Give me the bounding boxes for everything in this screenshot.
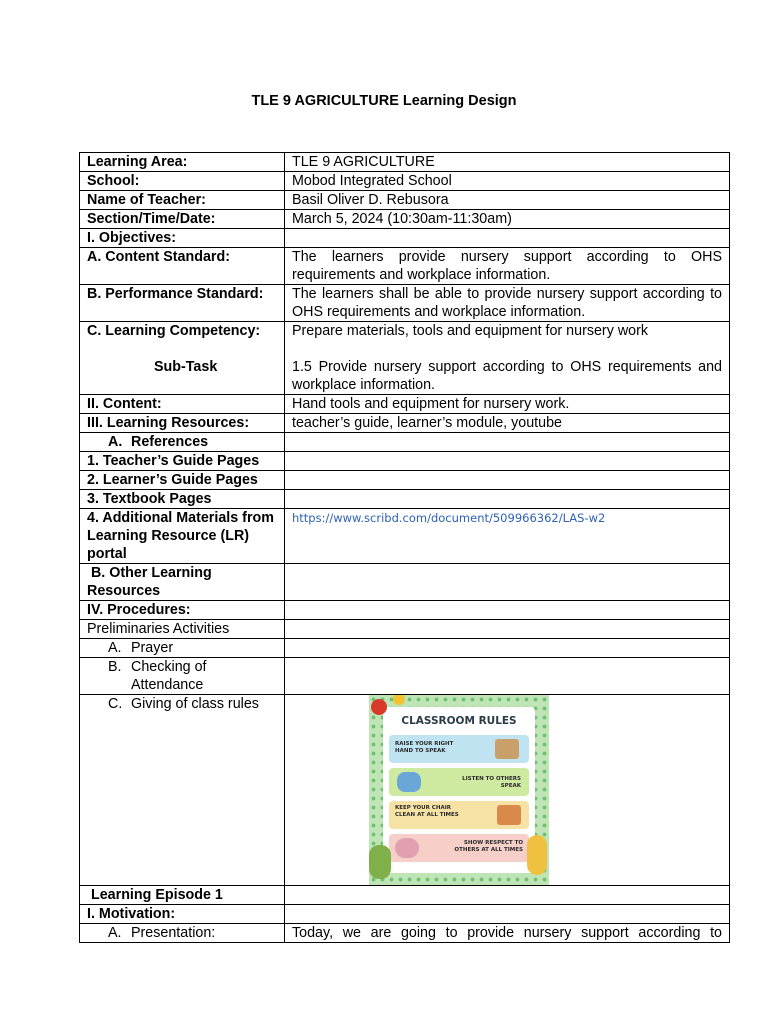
table-row bbox=[80, 210, 730, 229]
table-row bbox=[80, 658, 730, 695]
row-label: Name of Teacher: bbox=[80, 191, 285, 210]
row-value bbox=[285, 886, 730, 905]
row-label bbox=[80, 433, 285, 452]
class-rules-label: Giving of class rules bbox=[131, 696, 259, 712]
rule-band bbox=[389, 735, 529, 763]
row-value bbox=[285, 620, 730, 639]
row-letter: B. bbox=[108, 659, 122, 675]
table-row bbox=[80, 886, 730, 905]
row-value: teacher’s guide, learner’s module, youtube bbox=[285, 414, 730, 433]
table-row bbox=[80, 153, 730, 172]
rule-text: RAISE YOUR RIGHT HAND TO SPEAK bbox=[395, 741, 454, 754]
row-label: 2. Learner’s Guide Pages bbox=[80, 471, 285, 490]
chair-cleaning-icon bbox=[497, 805, 521, 825]
row-label: I. Motivation: bbox=[80, 905, 285, 924]
table-row bbox=[80, 601, 730, 620]
row-label: II. Content: bbox=[80, 395, 285, 414]
row-label: Preliminaries Activities bbox=[80, 620, 285, 639]
row-value: Hand tools and equipment for nursery work. bbox=[285, 395, 730, 414]
table-row bbox=[80, 433, 730, 452]
references-label: References bbox=[131, 434, 209, 450]
rule-band bbox=[389, 801, 529, 829]
row-label: III. Learning Resources: bbox=[80, 414, 285, 433]
row-label bbox=[80, 658, 285, 695]
row-letter: A. bbox=[108, 640, 122, 656]
row-value bbox=[285, 490, 730, 509]
rule-band bbox=[389, 834, 529, 862]
row-value: The learners provide nursery support according to OHS requirements and workplace information. bbox=[285, 248, 730, 285]
learning-design-table bbox=[79, 152, 730, 943]
presentation-label: Presentation: bbox=[131, 925, 216, 941]
row-value: TLE 9 AGRICULTURE bbox=[285, 153, 730, 172]
row-label: I. Objectives: bbox=[80, 229, 285, 248]
child-figure-icon bbox=[527, 835, 547, 875]
row-label: B. Performance Standard: bbox=[80, 285, 285, 322]
prayer-label: Prayer bbox=[131, 640, 174, 656]
row-value bbox=[285, 452, 730, 471]
row-label: 4. Additional Materials from Learning Resource (LR) portal bbox=[80, 509, 285, 564]
row-value: Today, we are going to provide nursery support according to bbox=[285, 924, 730, 943]
table-row bbox=[80, 229, 730, 248]
row-value: The learners shall be able to provide nursery support according to OHS requirements and workplace information. bbox=[285, 285, 730, 322]
row-letter: A. bbox=[108, 925, 122, 941]
row-label: Section/Time/Date: bbox=[80, 210, 285, 229]
lr-portal-link[interactable]: https://www.scribd.com/document/509966362/LAS-w2 bbox=[292, 511, 606, 525]
subtask-value: 1.5 Provide nursery support according to OHS requirements and workplace information. bbox=[292, 359, 722, 393]
row-value bbox=[285, 322, 730, 395]
table-row bbox=[80, 509, 730, 564]
row-value bbox=[285, 658, 730, 695]
table-row bbox=[80, 905, 730, 924]
table-row bbox=[80, 285, 730, 322]
rule-text: KEEP YOUR CHAIR CLEAN AT ALL TIMES bbox=[395, 805, 459, 818]
table-row bbox=[80, 191, 730, 210]
row-value bbox=[285, 433, 730, 452]
table-row bbox=[80, 564, 730, 601]
row-value: Basil Oliver D. Rebusora bbox=[285, 191, 730, 210]
rule-text: SHOW RESPECT TO OTHERS AT ALL TIMES bbox=[454, 840, 523, 853]
students-desk-icon bbox=[495, 739, 519, 759]
row-label: Learning Episode 1 bbox=[80, 886, 285, 905]
row-value bbox=[285, 229, 730, 248]
classroom-rules-poster bbox=[369, 695, 549, 885]
row-value: March 5, 2024 (10:30am-11:30am) bbox=[285, 210, 730, 229]
rule-text: LISTEN TO OTHERS SPEAK bbox=[462, 776, 521, 789]
competency-label: C. Learning Competency: bbox=[87, 323, 261, 339]
row-value bbox=[285, 564, 730, 601]
students-talking-icon bbox=[397, 772, 421, 792]
table-row bbox=[80, 172, 730, 191]
rule-band bbox=[389, 768, 529, 796]
table-row bbox=[80, 924, 730, 943]
kids-playing-icon bbox=[395, 838, 419, 858]
table-row bbox=[80, 471, 730, 490]
row-label: School: bbox=[80, 172, 285, 191]
table-row bbox=[80, 322, 730, 395]
row-letter: A. bbox=[108, 434, 123, 450]
row-value bbox=[285, 639, 730, 658]
row-value bbox=[285, 509, 730, 564]
document-title: TLE 9 AGRICULTURE Learning Design bbox=[251, 93, 517, 109]
row-label bbox=[80, 924, 285, 943]
row-label: Learning Area: bbox=[80, 153, 285, 172]
table-row bbox=[80, 639, 730, 658]
table-row bbox=[80, 452, 730, 471]
row-value: Mobod Integrated School bbox=[285, 172, 730, 191]
apple-icon bbox=[371, 699, 387, 715]
apple-icon bbox=[393, 695, 405, 705]
row-letter: C. bbox=[108, 696, 123, 712]
table-row bbox=[80, 695, 730, 886]
row-value bbox=[285, 695, 730, 886]
poster-title: CLASSROOM RULES bbox=[401, 715, 517, 727]
row-label: B. Other Learning Resources bbox=[80, 564, 285, 601]
row-value bbox=[285, 601, 730, 620]
table-row bbox=[80, 490, 730, 509]
row-value bbox=[285, 471, 730, 490]
row-label: A. Content Standard: bbox=[80, 248, 285, 285]
table-row bbox=[80, 414, 730, 433]
row-label: 1. Teacher’s Guide Pages bbox=[80, 452, 285, 471]
table-row bbox=[80, 248, 730, 285]
table-row bbox=[80, 620, 730, 639]
row-label: IV. Procedures: bbox=[80, 601, 285, 620]
child-figure-icon bbox=[369, 845, 391, 879]
row-label bbox=[80, 639, 285, 658]
attendance-label: Checking of Attendance bbox=[131, 659, 207, 693]
row-label bbox=[80, 695, 285, 886]
row-label bbox=[80, 322, 285, 395]
row-value bbox=[285, 905, 730, 924]
table-row bbox=[80, 395, 730, 414]
subtask-label: Sub-Task bbox=[154, 359, 218, 375]
competency-value: Prepare materials, tools and equipment for nursery work bbox=[292, 323, 648, 339]
row-label: 3. Textbook Pages bbox=[80, 490, 285, 509]
